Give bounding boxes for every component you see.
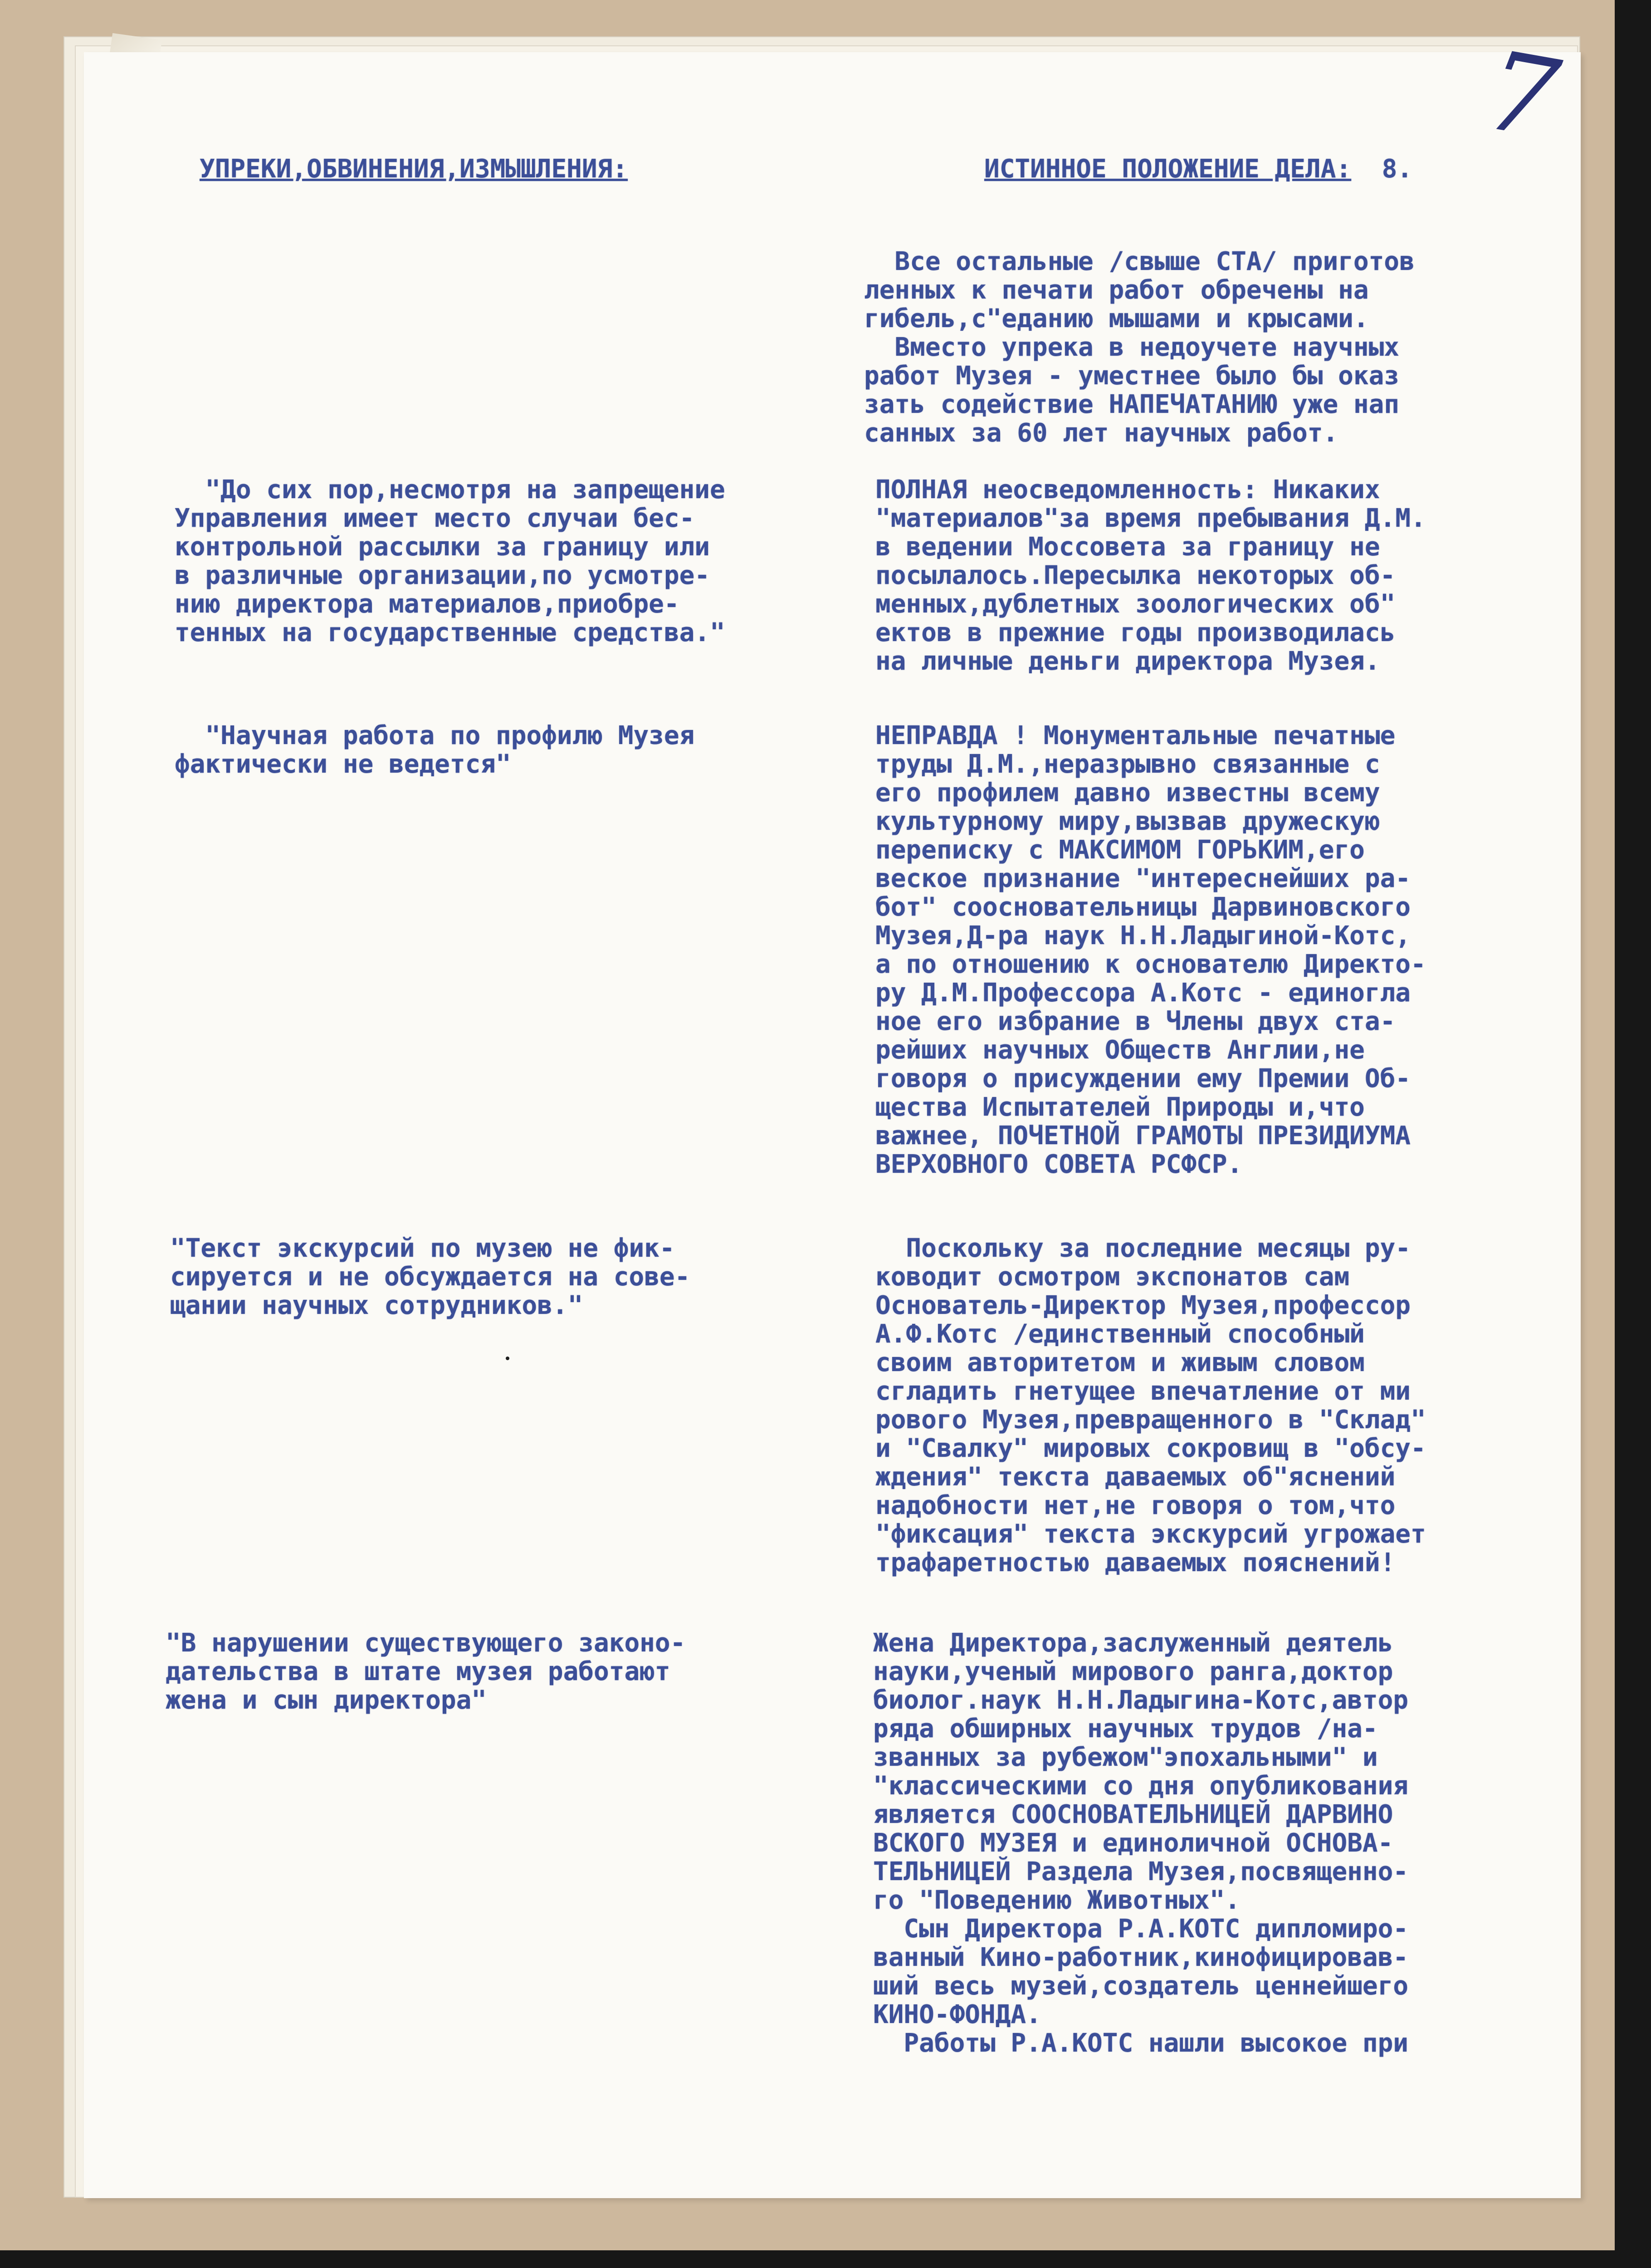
- right-column-heading: ИСТИННОЕ ПОЛОЖЕНИЕ ДЕЛА:: [984, 154, 1352, 184]
- stray-ink-dot: [506, 1357, 509, 1360]
- intro-paragraph: Все остальные /свыше СТА/ приготов ленных к печати работ обречены на гибель,с"еданию мышами и крысами. Вместо упрека в недоучете научных работ Музея - уместнее было бы оказ зать содействие НАПЕЧАТАНИЮ уже нап санных за 60 лет научных работ.: [864, 247, 1415, 448]
- claim-4: "В нарушении существующего законо- дательства в штате музея работают жена и сын директора": [166, 1628, 686, 1715]
- typed-page-number: 8.: [1382, 154, 1413, 184]
- response-1: ПОЛНАЯ неосведомленность: Никаких "материалов"за время пребывания Д.М. в ведении Моссовета за границу не посылалось.Пересылка некоторых об- менных,дублетных зоологических об" ектов в прежние годы производилась на личные деньги директора Музея.: [875, 475, 1426, 676]
- claim-3: "Текст экскурсий по музею не фик- сируется и не обсуждается на сове- щании научных сотрудников.": [170, 1234, 690, 1320]
- handwritten-page-number: 7: [1477, 26, 1568, 164]
- response-2: НЕПРАВДА ! Монументальные печатные труды Д.М.,неразрывно связанные с его профилем давно известны всему культурному миру,вызвав дружескую переписку с МАКСИМОМ ГОРЬКИМ,его веское признание "интереснейших ра- бот" соосновательницы Дарвиновского Музея,Д-ра наук Н.Н.Ладыгиной-Котс, а по отношению к основателю Директо- ру Д.М.Профессора А.Котс - единогла ное его избрание в Члены двух ста- рейших научных Обществ Англии,не говоря о присуждении ему Премии Об- щества Испытателей Природы и,что важнее, ПОЧЕТНОЙ ГРАМОТЫ ПРЕЗИДИУМА ВЕРХОВНОГО СОВЕТА РСФСР.: [875, 721, 1426, 1179]
- response-4: Жена Директора,заслуженный деятель науки,ученый мирового ранга,доктор биолог.наук Н.Н.Ладыгина-Котс,автор ряда обширных научных трудов /на- званных за рубежом"эпохальными" и "классическими со дня опубликования является СООСНОВАТЕЛЬНИЦЕЙ ДАРВИНО ВСКОГО МУЗЕЯ и единоличной ОСНОВА- ТЕЛЬНИЦЕЙ Раздела Музея,посвященно- го "Поведению Животных". Сын Директора Р.А.КОТС дипломиро- ванный Кино-работник,кинофицировав- ший весь музей,создатель ценнейшего КИНО-ФОНДА. Работы Р.А.КОТС нашли высокое при: [873, 1628, 1409, 2058]
- right-column-heading-line: [984, 154, 1412, 184]
- response-3: Поскольку за последние месяцы ру- ководит осмотром экспонатов сам Основатель-Директор Музея,профессор А.Ф.Котс /единственный способный своим авторитетом и живым словом сгладить гнетущее впечатление от ми рового Музея,превращенного в "Склад" и "Свалку" мировых сокровищ в "обсу- ждения" текста даваемых об"яснений надобности нет,не говоря о том,что "фиксация" текста экскурсий угрожает трафаретностью даваемых пояснений!: [875, 1234, 1426, 1577]
- claim-1: "До сих пор,несмотря на запрещение Управления имеет место случаи бес- контрольной рассылки за границу или в различные организации,по усмотре- нию директора материалов,приобре- тенных на государственные средства.": [175, 475, 725, 647]
- left-column-heading: УПРЕКИ,ОБВИНЕНИЯ,ИЗМЫШЛЕНИЯ:: [200, 154, 628, 184]
- claim-2: "Научная работа по профилю Музея фактически не ведется": [175, 721, 695, 779]
